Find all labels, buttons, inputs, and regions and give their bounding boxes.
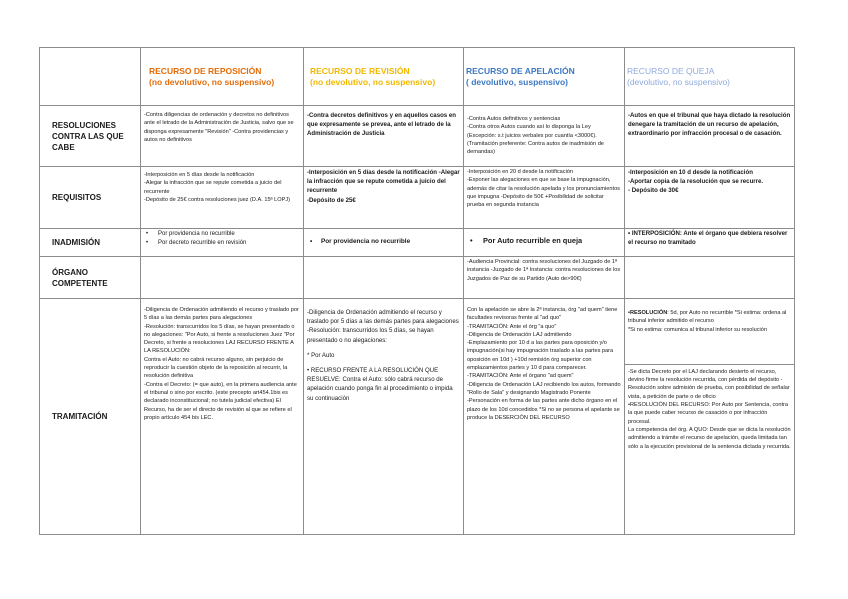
row-label-inadmision: INADMISIÓN xyxy=(40,229,141,257)
cell-requisitos-queja: -Interposición en 10 d desde la notificación -Aportar copia de la resolución que se recurre. - Depósito de 30€ xyxy=(625,167,795,229)
cell-organo-reposicion xyxy=(141,257,304,299)
cell-requisitos-revision: -Interposición en 5 días desde la notificación -Alegar la infracción que se repute cometida a juicio del recurrente -Depósito de 25€ xyxy=(304,167,464,229)
list-item: • Por providencia no recurrible xyxy=(144,230,300,239)
cell-inadmision-revision: • Por providencia no recurrible xyxy=(304,229,464,257)
cell-inadmision-apelacion: • Por Auto recurrible en queja xyxy=(464,229,625,257)
cell-inadmision-queja: • INTERPOSICIÓN: Ante el órgano que debiera resolver el recurso no tramitado xyxy=(625,229,795,257)
cell-requisitos-reposicion: -Interposición en 5 días desde la notificación -Alegar la infracción que se repute cometida a juicio del recurrente -Depósito de 25€ contra resoluciones juez (D.A. 15ª LOPJ) xyxy=(141,167,304,229)
corner-cell xyxy=(40,48,141,106)
header-revision: RECURSO DE REVISIÓN (no devolutivo, no suspensivo) xyxy=(304,48,464,106)
cell-resoluciones-apelacion: -Contra Autos definitivos y sentencias -Contra otros Autos cuando así lo disponga la Ley (Excepción: s.t juicios verbales por cuantía <3000€). (Tramitación preferente: Contra autos de inadmisión de demandas) xyxy=(464,106,625,167)
cell-tramitacion-reposicion: -Diligencia de Ordenación admitiendo el recurso y traslado por 5 días a las demás partes para alegaciones -Resolución: transcurridos los 5 días, se hayan presentado o no alegaciones: "Por Auto, si frente a resoluciones Juez "Por Decreto, si frente a resoluciones LAJ RECURSO FRENTE A LA RESOLUCIÓN: Contra el Auto: no cabrá recurso alguno, sin perjuicio de reproducir la cuestión objeto de la reposición al recurrir, la resolución definitiva -Contra el Decreto: (= que auto), en la primera audiencia ante el tribunal o sino por escrito. (este precepto art454.1bis es declarado inconstitucional; no tutela judicial efectiva) El Recurso, ha de ser el directo de revisión al que se refiere el propio artículo 454 bis LEC. xyxy=(141,299,304,535)
header-queja: RECURSO DE QUEJA (devolutivo, no suspensivo) xyxy=(625,48,795,106)
header-reposicion: RECURSO DE REPOSICIÓN (no devolutivo, no suspensivo) xyxy=(141,48,304,106)
cell-tramitacion-revision: -Diligencia de Ordenación admitiendo el recurso y traslado por 5 días a las demás partes para alegaciones -Resolución: transcurridos los 5 días, se hayan presentado o no alegaciones: * Por Auto • RECURSO FRENTE A LA RESOLUCIÓN QUE RESUELVE: Contra el Auto: sólo cabrá recurso de apelación cuando ponga fin al procedimiento o impida su continuación xyxy=(304,299,464,535)
cell-resoluciones-reposicion: -Contra diligencias de ordenación y decretos no definitivos ante el letrado de la Administración de Justicia, salvo que se disponga expresamente "Revisión" -Contra providencias y autos no definitivos xyxy=(141,106,304,167)
cell-resoluciones-queja: -Autos en que el tribunal que haya dictado la resolución denegare la tramitación de un recurso de apelación, extraordinario por infracción procesal o de casación. xyxy=(625,106,795,167)
header-apelacion: RECURSO DE APELACIÓN ( devolutivo, suspensivo) xyxy=(464,48,625,106)
cell-organo-revision xyxy=(304,257,464,299)
row-label-resoluciones: RESOLUCIONES CONTRA LAS QUE CABE xyxy=(40,106,141,167)
row-label-tramitacion: TRAMITACIÓN xyxy=(40,299,141,535)
row-label-requisitos: REQUISITOS xyxy=(40,167,141,229)
cell-requisitos-apelacion: -Interposición en 20 d desde la notificación -Exponer las alegaciones en que se base la impugnación, además de citar la resolución apelada y los pronunciamientos que impugna -Depósito de 50€ +Posibilidad de solicitar prueba en segunda instancia xyxy=(464,167,625,229)
cell-tramitacion-apelacion: Con la apelación se abre la 2ª instancia, órg "ad quem" tiene facultades revisoras frente al "ad quo" -TRAMITACIÓN: Ante el órg "a quo" -Diligencia de Ordenación LAJ admitiendo -Emplazamiento por 10 d a las partes para oposición y/o impugnación(si hay impugnación traslado a las partes para oposición en 10d ) +10d remisión órg superior con emplazamientos partes y 10 d para comparecer. -TRAMITACIÓN: Ante el órgano "ad quem" -Diligencia de Ordenación LAJ recibiendo los autos, formando "Rollo de Sala" y designando Magistrado Ponente -Personación en forma de las partes ante dicho órgano en el plazo de los 10d concedidos *Si no se persona el apelante se produce la DESERCIÓN DEL RECURSO xyxy=(464,299,625,535)
cell-resoluciones-revision: -Contra decretos definitivos y en aquellos casos en que expresamente se prevea, ante el letrado de la Administración de Justicia xyxy=(304,106,464,167)
cell-organo-apelacion: -Audiencia Provincial: contra resoluciones del Juzgado de 1ª instancia -Juzgado de 1ª Instancia: contra resoluciones de los Juzgados de Paz de su Partido (Auto de>90€) xyxy=(464,257,625,299)
cell-tramitacion-queja: •RESOLUCIÓN: 5d, por Auto no recurrible *Si estima: ordena al tribunal inferior admitido el recurso *Si no estima: comunica al tribunal inferior su resolución -Se dicta Decreto por el LAJ declarando desierto el recurso, devino firme la resolución recurrida, con pérdida del depósito -Resolución sobre admisión de prueba, con posibilidad de señalar vista, a petición de parte o de oficio •RESOLUCIÓN DEL RECURSO: Por Auto por Sentencia, contra la que puede caber recurso de casación o por infracción procesal. La competencia del órg. A QUO: Desde que se dicta la resolución admitiendo a trámite el recurso de apelación, queda limitada tan sólo a la ejecución provisional de la sentencia dictada y recurrida. xyxy=(625,299,795,535)
row-label-organo: ÓRGANO COMPETENTE xyxy=(40,257,141,299)
queja-divider: -Se dicta Decreto por el LAJ declarando desierto el recurso, devino firme la resolución recurrida, con pérdida del depósito -Resolución sobre admisión de prueba, con posibilidad de señalar vista, a petición de parte o de oficio •RESOLUCIÓN DEL RECURSO: Por Auto por Sentencia, contra la que puede caber recurso de casación o por infracción procesal. La competencia del órg. A QUO: Desde que se dicta la resolución admitiendo a trámite el recurso de apelación, queda limitada tan sólo a la ejecución provisional de la sentencia dictada y recurrida. xyxy=(625,364,794,451)
cell-organo-queja xyxy=(625,257,795,299)
cell-inadmision-reposicion xyxy=(141,229,304,257)
comparison-table xyxy=(39,47,794,537)
list-item: • Por decreto recurrible en revisión xyxy=(144,239,300,248)
